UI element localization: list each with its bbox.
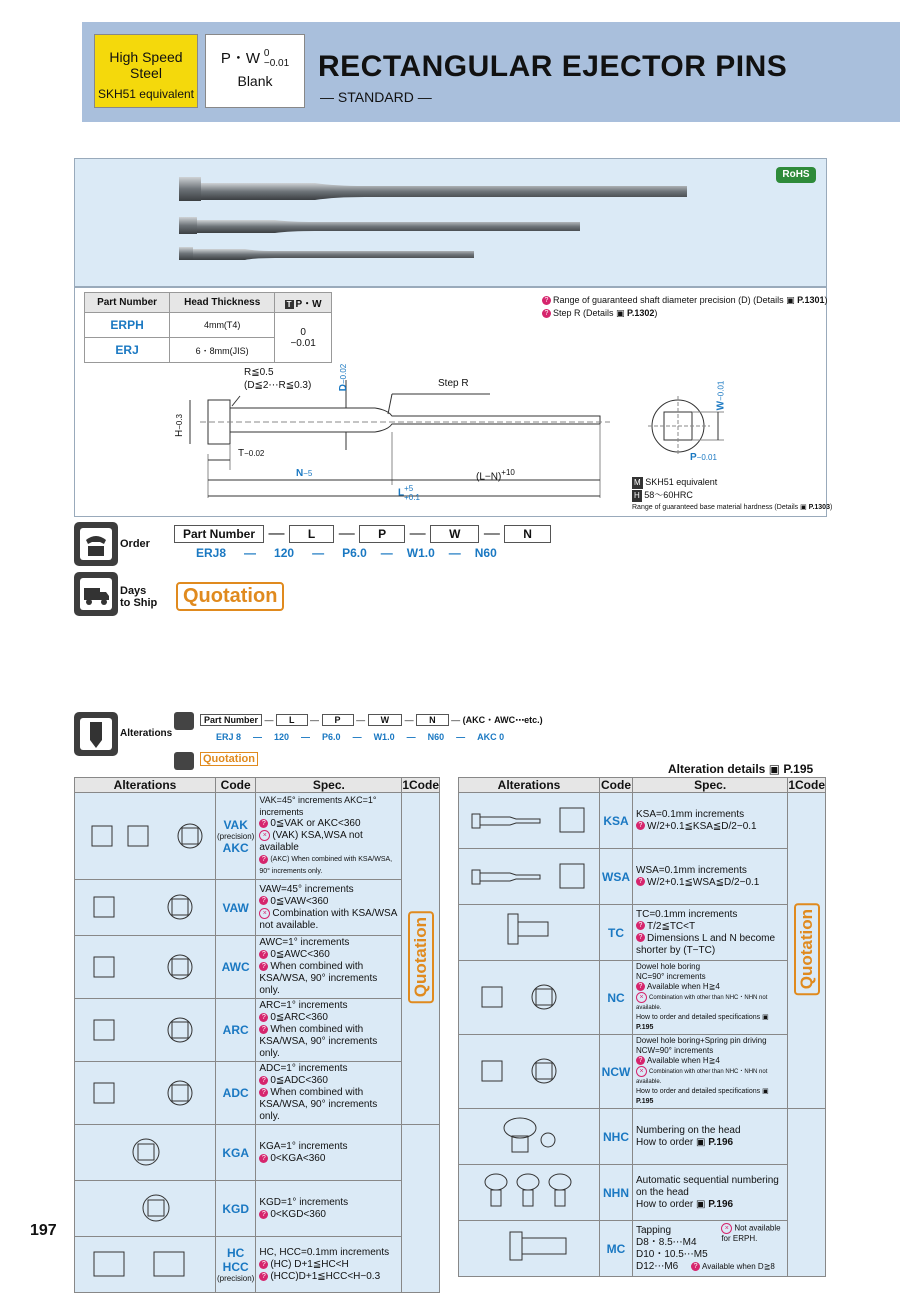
left-vertical-quotation: Quotation [408, 911, 434, 1003]
left-1code-quotation [402, 793, 440, 1125]
code-kga: KGA [216, 1125, 256, 1181]
pt-part-erph: ERPH [85, 313, 170, 338]
notes [542, 294, 828, 320]
pt-header-head: Head Thickness [170, 293, 275, 313]
spec-mc: Tapping D8・8.5⋯M4 D10・10.5⋯M5 D12⋯M6 ? Available when D≧8 × Not available for ERPH. [633, 1221, 788, 1277]
wsa-diagram [459, 849, 600, 905]
spec-nhc: Numbering on the head How to order ▣ P.196 [633, 1109, 788, 1165]
hardness-line: H 58～60HRC [634, 490, 693, 500]
vak-diagram [75, 793, 216, 880]
awc-diagram [75, 936, 216, 999]
alterations-table-left [74, 777, 440, 1293]
order-field-n: N [504, 525, 551, 543]
part-number-table [84, 292, 332, 363]
material-badge [94, 34, 198, 108]
mc-diagram [459, 1221, 600, 1277]
spec-nhn: Automatic sequential numbering on the head How to order ▣ P.196 [633, 1165, 788, 1221]
right-header-alterations: Alterations [459, 778, 600, 793]
pt-header-part: Part Number [85, 293, 170, 313]
order-label: Order [120, 538, 150, 550]
code-adc: ADC [216, 1062, 256, 1125]
spec-arc: ARC=1° increments ? 0≦ARC<360 ? When combined with KSA/WSA, 90° increments only. [256, 999, 402, 1062]
code-nhc: NHC [600, 1109, 633, 1165]
alterations-icon [74, 712, 118, 756]
pw-label: P・W [220, 50, 260, 67]
spec-hc: HC, HCC=0.1mm increments ? (HC) D+1≦HC<H ? (HCC)D+1≦HCC<H−0.3 [256, 1237, 402, 1293]
code-nc: NC [600, 961, 633, 1035]
steel-line2: SKH51 equivalent [97, 87, 195, 101]
right-1code-empty [788, 1109, 826, 1277]
spec-kga: KGA=1° increments ? 0<KGA<360 [256, 1125, 402, 1181]
pt-head-erj: 6・8mm(JIS) [170, 338, 275, 363]
code-mc: MC [600, 1221, 633, 1277]
spec-tc: TC=0.1mm increments ? T/2≦TC<T ? Dimensions L and N become shorter by (T−TC) [633, 905, 788, 961]
alt-row-hc [75, 1237, 440, 1293]
code-arc: ARC [216, 999, 256, 1062]
ejector-pins-image [75, 159, 826, 287]
alt-truck-icon [174, 752, 194, 770]
vaw-diagram [75, 880, 216, 936]
pin-dimension-drawing [160, 360, 630, 510]
pt-part-erj: ERJ [85, 338, 170, 363]
spec-kgd: KGD=1° increments ? 0<KGD<360 [256, 1181, 402, 1237]
alteration-details: Alteration details ▣ P.195 [668, 762, 814, 776]
note-shaft-precision: ? Range of guaranteed shaft diameter precision (D) (Details ▣ P.1301) [542, 294, 828, 307]
alt-row-kga [75, 1125, 440, 1181]
order-example: ERJ8 — 120 — P6.0 — W1.0 — N60 [196, 546, 497, 560]
alt-row-tc [459, 905, 826, 961]
pw-blank: Blank [237, 73, 273, 90]
product-photo [74, 158, 827, 288]
alt-row-adc [75, 1062, 440, 1125]
spec-awc: AWC=1° increments ? 0≦AWC<360 ? When combined with KSA/WSA, 90° increments only. [256, 936, 402, 999]
ksa-diagram [459, 793, 600, 849]
note-step-r: ? Step R (Details ▣ P.1302) [542, 307, 828, 320]
material-info [632, 476, 832, 514]
alt-fields: Part Number — L — P — W — N — (AKC・AWC⋯etc.) [200, 713, 543, 726]
code-hc-hcc: HC HCC (precision) [216, 1237, 256, 1293]
l-label: L+5 +0.1 [398, 484, 420, 502]
left-header-1code: 1Code [402, 778, 439, 792]
code-kgd: KGD [216, 1181, 256, 1237]
rohs-badge: RoHS [776, 167, 816, 183]
code-vaw: VAW [216, 880, 256, 936]
alt-row-ksa [459, 793, 826, 849]
right-header-1code: 1Code [788, 778, 825, 792]
alt-row-nc [459, 961, 826, 1035]
order-field-l: L [289, 525, 334, 543]
page-subtitle: — STANDARD — [320, 89, 432, 105]
spec-vak: VAK=45° increments AKC=1° increments ? 0≦VAK or AKC<360 × (VAK) KSA,WSA not available ? (AKC) When combined with KSA/WSA, 90° increments only. [256, 793, 402, 880]
pw-tol-bottom: −0.01 [263, 58, 290, 70]
arc-diagram [75, 999, 216, 1062]
days-label: Days to Ship [120, 585, 158, 609]
phone-icon [74, 522, 118, 566]
spec-ncw: Dowel hole boring+Spring pin driving NCW=90° increments ? Available when H≧4 × Combination with other than NHC・NHN not available. How to order and detailed specifications ▣ P.195 [633, 1035, 788, 1109]
ln-label: $(L-N)^{+10}$ [476, 468, 515, 483]
d-label: D−0.02 [338, 363, 350, 392]
step-r-label: Step R [438, 378, 469, 389]
right-1code-quotation [788, 793, 826, 1109]
spec-adc: ADC=1° increments ? 0≦ADC<360 ? When combined with KSA/WSA, 90° increments only. [256, 1062, 402, 1125]
alterations-table-right [458, 777, 826, 1277]
code-ncw: NCW [600, 1035, 633, 1109]
alt-row-vaw [75, 880, 440, 936]
n-label: N−5 [296, 468, 313, 479]
code-wsa: WSA [600, 849, 633, 905]
tc-diagram [459, 905, 600, 961]
left-header-code: Code [216, 778, 256, 793]
right-header-spec: Spec. [633, 778, 788, 793]
code-vak-akc: VAK (precision) AKC [216, 793, 256, 880]
alt-row-ncw [459, 1035, 826, 1109]
pt-head-erph: 4mm(T4) [170, 313, 275, 338]
hc-diagram [75, 1237, 216, 1293]
alt-row-wsa [459, 849, 826, 905]
alt-phone-icon [174, 712, 194, 730]
alt-row-kgd [75, 1181, 440, 1237]
r-label: R≦0.5 (D≦2⋯R≦0.3) [244, 367, 312, 391]
kgd-diagram [75, 1181, 216, 1237]
right-vertical-quotation: Quotation [794, 903, 820, 995]
left-1code-empty [402, 1125, 440, 1293]
p-label: P−0.01 [690, 452, 717, 463]
spec-nc: Dowel hole boring NC=90° increments ? Available when H≧4 × Combination with other than NHC・NHN not available. How to order and detailed specifications ▣ P.195 [633, 961, 788, 1035]
right-header-code: Code [601, 778, 631, 792]
ncw-diagram [459, 1035, 600, 1109]
alt-row-arc [75, 999, 440, 1062]
quotation-badge: Quotation [176, 582, 284, 611]
alt-row-mc [459, 1221, 826, 1277]
truck-icon [74, 572, 118, 616]
page-number: 197 [30, 1222, 57, 1239]
pt-header-pw: T P・W [275, 293, 332, 313]
alt-row-awc [75, 936, 440, 999]
adc-diagram [75, 1062, 216, 1125]
left-header-spec: Spec. [256, 778, 402, 793]
code-tc: TC [600, 905, 633, 961]
order-fields: Part Number — L — P — W — N [174, 525, 551, 543]
pw-tol-top: 0 [263, 48, 270, 60]
pt-tolerance: 0 −0.01 [275, 313, 332, 363]
tolerance-badge [205, 34, 305, 108]
alterations-label: Alterations [120, 728, 173, 739]
spec-ksa: KSA=0.1mm increments ? W/2+0.1≦KSA≦D/2−0.1 [633, 793, 788, 849]
code-awc: AWC [216, 936, 256, 999]
nhn-diagram [459, 1165, 600, 1221]
page-title: RECTANGULAR EJECTOR PINS [318, 50, 788, 83]
alt-row-nhn [459, 1165, 826, 1221]
order-field-part: Part Number [174, 525, 264, 543]
w-label: W−0.01 [715, 380, 727, 411]
t-label: T−0.02 [238, 448, 265, 459]
hardness-note: Range of guaranteed base material hardness (Details ▣ P.1303) [632, 504, 833, 511]
kga-diagram [75, 1125, 216, 1181]
code-nhn: NHN [600, 1165, 633, 1221]
h-label: H−0.3 [174, 413, 186, 438]
nc-diagram [459, 961, 600, 1035]
spec-wsa: WSA=0.1mm increments ? W/2+0.1≦WSA≦D/2−0.1 [633, 849, 788, 905]
order-field-p: P [359, 525, 405, 543]
alt-row-nhc [459, 1109, 826, 1165]
material-line: M SKH51 equivalent [634, 477, 718, 487]
nhc-diagram [459, 1109, 600, 1165]
order-field-w: W [430, 525, 479, 543]
alt-quotation: Quotation [200, 752, 258, 766]
alt-example: ERJ 8 — 120 — P6.0 — W1.0 — N60 — AKC 0 [216, 732, 505, 742]
alt-row-vak [75, 793, 440, 880]
steel-line1: High Speed Steel [109, 49, 183, 81]
spec-vaw: VAW=45° increments ? 0≦VAW<360 × Combination with KSA/WSA not available. [256, 880, 402, 936]
left-header-alterations: Alterations [75, 778, 216, 793]
code-ksa: KSA [600, 793, 633, 849]
